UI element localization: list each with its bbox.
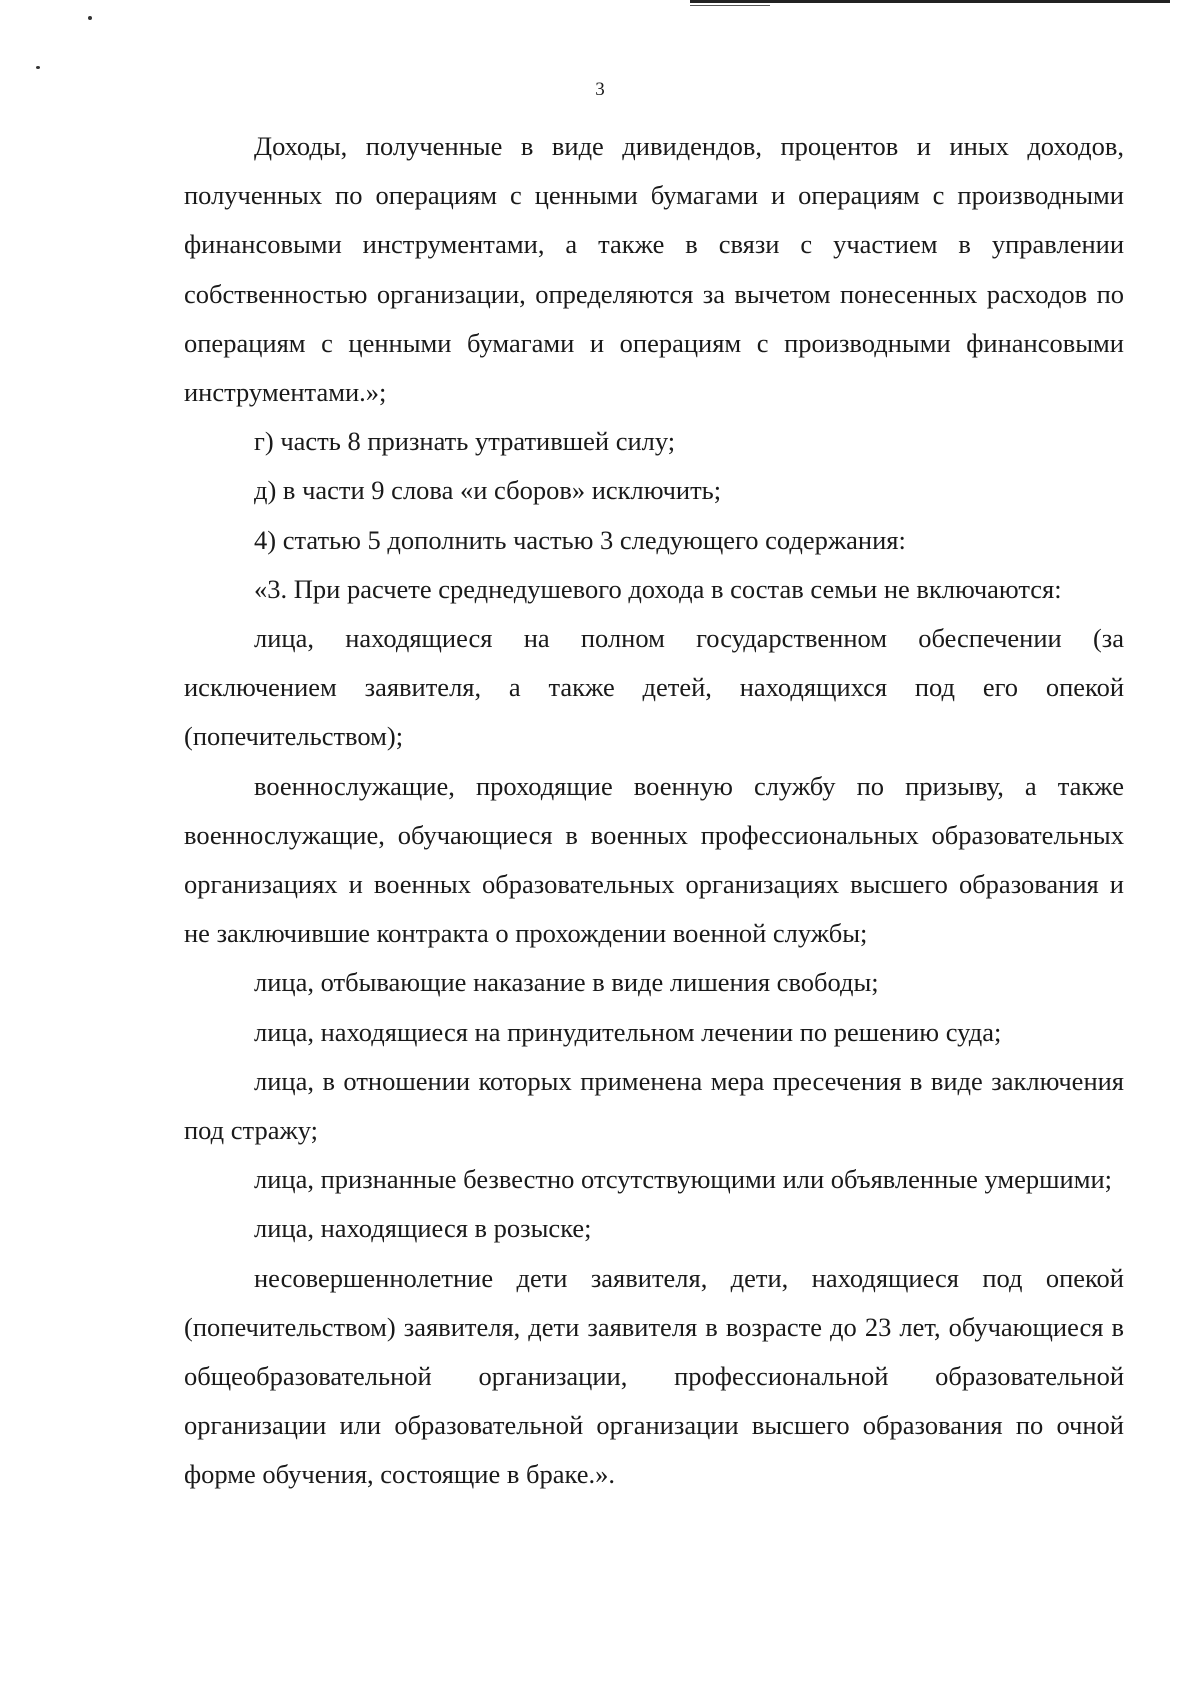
paragraph-part-3-intro: «3. При расчете среднедушевого дохода в состав семьи не включаются: bbox=[254, 573, 1062, 604]
document-body bbox=[184, 122, 1124, 1500]
scan-top-rule-thin bbox=[690, 5, 770, 6]
paragraph-wanted: лица, находящиеся в розыске; bbox=[254, 1213, 592, 1244]
paragraph-state-support: лица, находящиеся на полном государственном обеспечении (за исключением заявителя, а также детей, находящихся под его опекой (попечительством); bbox=[184, 623, 1124, 752]
scan-speck bbox=[88, 16, 92, 20]
paragraph-income-definition: Доходы, полученные в виде дивидендов, процентов и иных доходов, полученных по операциям с ценными бумагами и операциям с производными финансовыми инструментами, а также в связи с участием в управлении собственностью организации, определяются за вычетом понесенных расходов по операциям с ценными бумагами и операциям с производными финансовыми инструментами.»; bbox=[184, 131, 1124, 408]
paragraph-item-g: г) часть 8 признать утратившей силу; bbox=[254, 426, 676, 457]
paragraph-missing-deceased: лица, признанные безвестно отсутствующими или объявленные умершими; bbox=[254, 1164, 1113, 1195]
scan-speck bbox=[36, 66, 40, 69]
paragraph-married-children: несовершеннолетние дети заявителя, дети, находящиеся под опекой (попечительством) заявителя, дети заявителя в возрасте до 23 лет, обучающиеся в общеобразовательной организации, профессиональной образовательной организации или образовательной организации высшего образования по очной форме обучения, состоящие в браке.». bbox=[184, 1262, 1124, 1490]
paragraph-military: военнослужащие, проходящие военную службу по призыву, а также военнослужащие, обучающиеся в военных профессиональных образовательных организациях и военных образовательных организациях высшего образования и не заключившие контракта о прохождении военной службы; bbox=[184, 770, 1124, 949]
paragraph-item-d: д) в части 9 слова «и сборов» исключить; bbox=[254, 475, 722, 506]
paragraph-custody: лица, в отношении которых применена мера пресечения в виде заключения под стражу; bbox=[184, 1065, 1124, 1146]
paragraph-imprisoned: лица, отбывающие наказание в виде лишения свободы; bbox=[254, 967, 879, 998]
scan-top-rule bbox=[690, 0, 1170, 3]
paragraph-item-4: 4) статью 5 дополнить частью 3 следующего содержания: bbox=[254, 524, 906, 555]
paragraph-compulsory-treatment: лица, находящиеся на принудительном лечении по решению суда; bbox=[254, 1016, 1002, 1047]
page-number: 3 bbox=[595, 79, 605, 100]
